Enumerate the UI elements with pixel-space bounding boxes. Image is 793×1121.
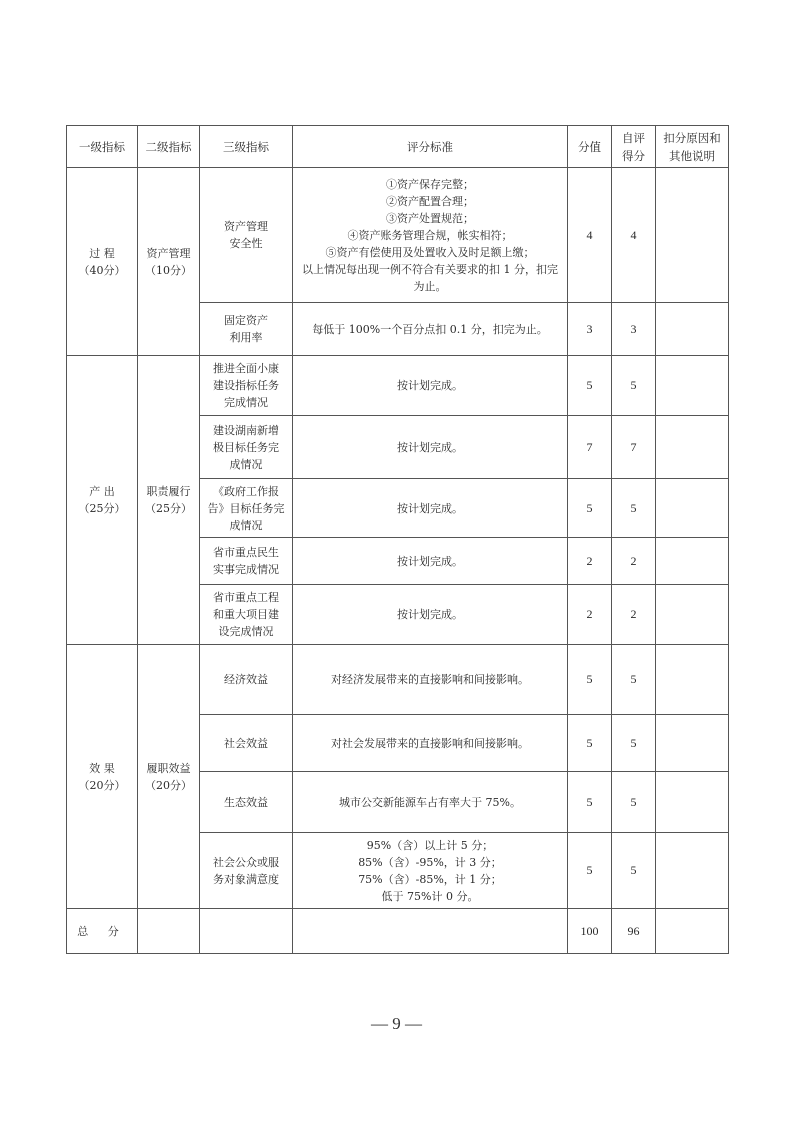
total-remarks [656, 909, 729, 954]
level2-points: （20分） [145, 778, 192, 792]
score-cell: 2 [568, 585, 612, 645]
level3-cell [200, 479, 293, 538]
total-empty-cell [200, 909, 293, 954]
self-score-cell: 5 [612, 645, 656, 715]
header-level1: 一级指标 [67, 126, 138, 168]
remarks-cell [656, 772, 729, 833]
score-cell: 7 [568, 416, 612, 479]
self-score-cell: 4 [612, 168, 656, 303]
level3-name: 建设湖南新增 极目标任务完 成情况 [213, 423, 279, 471]
level3-cell [200, 833, 293, 909]
self-score-cell: 5 [612, 772, 656, 833]
page-number: — 9 — [371, 1014, 422, 1033]
table-row [67, 168, 729, 303]
level3-cell [200, 416, 293, 479]
criteria-line: 低于 75%计 0 分。 [381, 889, 479, 903]
level2-name: 履职效益 [146, 761, 191, 775]
level2-name: 资产管理 [146, 246, 191, 260]
table-row [67, 645, 729, 715]
criteria-line: 对经济发展带来的直接影响和间接影响。 [331, 673, 529, 686]
level2-points: （25分） [145, 502, 192, 515]
score-cell: 5 [568, 479, 612, 538]
level3-cell [200, 168, 293, 303]
score-cell: 5 [568, 645, 612, 715]
level3-name: 固定资产 利用率 [224, 314, 268, 344]
criteria-cell [293, 479, 568, 538]
level2-points: （10分） [145, 263, 192, 277]
level3-name: 生态效益 [224, 795, 268, 809]
level3-name: 省市重点工程 和重大项目建 设完成情况 [213, 591, 279, 638]
remarks-cell [656, 645, 729, 715]
level2-cell [138, 356, 200, 645]
criteria-cell [293, 772, 568, 833]
criteria-line: ②资产配置合理； [386, 194, 474, 208]
criteria-cell [293, 356, 568, 416]
remarks-cell [656, 833, 729, 909]
level3-cell [200, 303, 293, 356]
evaluation-table [66, 125, 729, 954]
level1-points: （25分） [78, 502, 126, 515]
total-empty-cell [293, 909, 568, 954]
criteria-line: 按计划完成。 [397, 440, 463, 454]
level1-name: 效 果 [89, 761, 115, 775]
score-cell: 2 [568, 538, 612, 585]
level1-cell [67, 645, 138, 909]
header-level2: 二级指标 [138, 126, 200, 168]
score-cell: 5 [568, 772, 612, 833]
level3-name: 社会公众或服 务对象满意度 [213, 855, 279, 886]
header-self-score [612, 126, 656, 168]
criteria-line: 85%（含）-95%，计 3 分； [358, 855, 502, 869]
remarks-cell [656, 356, 729, 416]
self-score-cell: 7 [612, 416, 656, 479]
level1-points: （40分） [78, 263, 126, 277]
remarks-cell [656, 538, 729, 585]
remarks-cell [656, 303, 729, 356]
header-remarks [656, 126, 729, 168]
level2-cell [138, 168, 200, 356]
remarks-cell [656, 479, 729, 538]
self-score-cell: 3 [612, 303, 656, 356]
header-self-score-line1: 自评 [622, 130, 645, 145]
remarks-cell [656, 168, 729, 303]
total-empty-cell [138, 909, 200, 954]
criteria-cell [293, 715, 568, 772]
level1-cell [67, 168, 138, 356]
header-remarks-line2: 其他说明 [669, 148, 715, 163]
criteria-cell [293, 585, 568, 645]
total-row [67, 909, 729, 954]
criteria-line: ④资产账务管理合规，帐实相符； [347, 228, 513, 242]
self-score-cell: 5 [612, 833, 656, 909]
criteria-line: 按计划完成。 [397, 379, 463, 392]
criteria-line: 以上情况每出现一例不符合有关要求的扣 1 分，扣完为止。 [302, 262, 558, 293]
total-score: 100 [568, 909, 612, 954]
level3-cell [200, 585, 293, 645]
header-self-score-line2: 得分 [622, 148, 645, 163]
remarks-cell [656, 585, 729, 645]
level1-points: （20分） [78, 778, 126, 792]
level1-name: 过 程 [89, 246, 115, 260]
level2-cell [138, 645, 200, 909]
self-score-cell: 2 [612, 538, 656, 585]
self-score-cell: 5 [612, 715, 656, 772]
level3-name: 资产管理 安全性 [224, 220, 268, 250]
criteria-cell [293, 168, 568, 303]
self-score-cell: 5 [612, 356, 656, 416]
self-score-cell: 2 [612, 585, 656, 645]
score-cell: 5 [568, 715, 612, 772]
total-self-score: 96 [612, 909, 656, 954]
level3-name: 经济效益 [224, 673, 268, 686]
header-level3: 三级指标 [200, 126, 293, 168]
level3-cell [200, 772, 293, 833]
level2-name: 职责履行 [146, 485, 191, 498]
level3-name: 省市重点民生 实事完成情况 [213, 546, 279, 576]
criteria-line: 按计划完成。 [397, 608, 463, 621]
criteria-line: 按计划完成。 [397, 501, 463, 515]
level3-name: 《政府工作报 告》目标任务完 成情况 [207, 484, 285, 532]
remarks-cell [656, 715, 729, 772]
criteria-line: 按计划完成。 [397, 554, 463, 568]
criteria-line: ①资产保存完整； [386, 177, 474, 191]
score-cell: 5 [568, 833, 612, 909]
header-score: 分值 [568, 126, 612, 168]
criteria-line: ⑤资产有偿使用及处置收入及时足额上缴； [325, 245, 535, 259]
criteria-cell [293, 303, 568, 356]
table-row [67, 356, 729, 416]
criteria-line: 对社会发展带来的直接影响和间接影响。 [331, 736, 529, 750]
criteria-line: 95%（含）以上计 5 分； [366, 838, 494, 852]
level1-cell [67, 356, 138, 645]
header-remarks-line1: 扣分原因和 [663, 130, 721, 145]
criteria-cell [293, 538, 568, 585]
criteria-cell [293, 833, 568, 909]
criteria-line: 城市公交新能源车占有率大于 75%。 [339, 795, 521, 809]
criteria-cell [293, 645, 568, 715]
criteria-line: 75%（含）-85%，计 1 分； [358, 872, 502, 886]
criteria-line: ③资产处置规范； [386, 211, 474, 225]
level3-cell [200, 538, 293, 585]
level3-cell [200, 715, 293, 772]
level3-name: 推进全面小康 建设指标任务 完成情况 [213, 362, 279, 409]
remarks-cell [656, 416, 729, 479]
self-score-cell: 5 [612, 479, 656, 538]
table-header-row [67, 126, 729, 168]
header-criteria: 评分标准 [293, 126, 568, 168]
level3-cell [200, 645, 293, 715]
total-label [67, 909, 138, 954]
level3-cell [200, 356, 293, 416]
score-cell: 4 [568, 168, 612, 303]
criteria-line: 每低于 100%一个百分点扣 0.1 分，扣完为止。 [312, 322, 548, 336]
level1-name: 产 出 [89, 485, 115, 498]
score-cell: 5 [568, 356, 612, 416]
total-label-text: 总 分 [77, 924, 127, 938]
score-cell: 3 [568, 303, 612, 356]
criteria-cell [293, 416, 568, 479]
level3-name: 社会效益 [224, 736, 268, 750]
